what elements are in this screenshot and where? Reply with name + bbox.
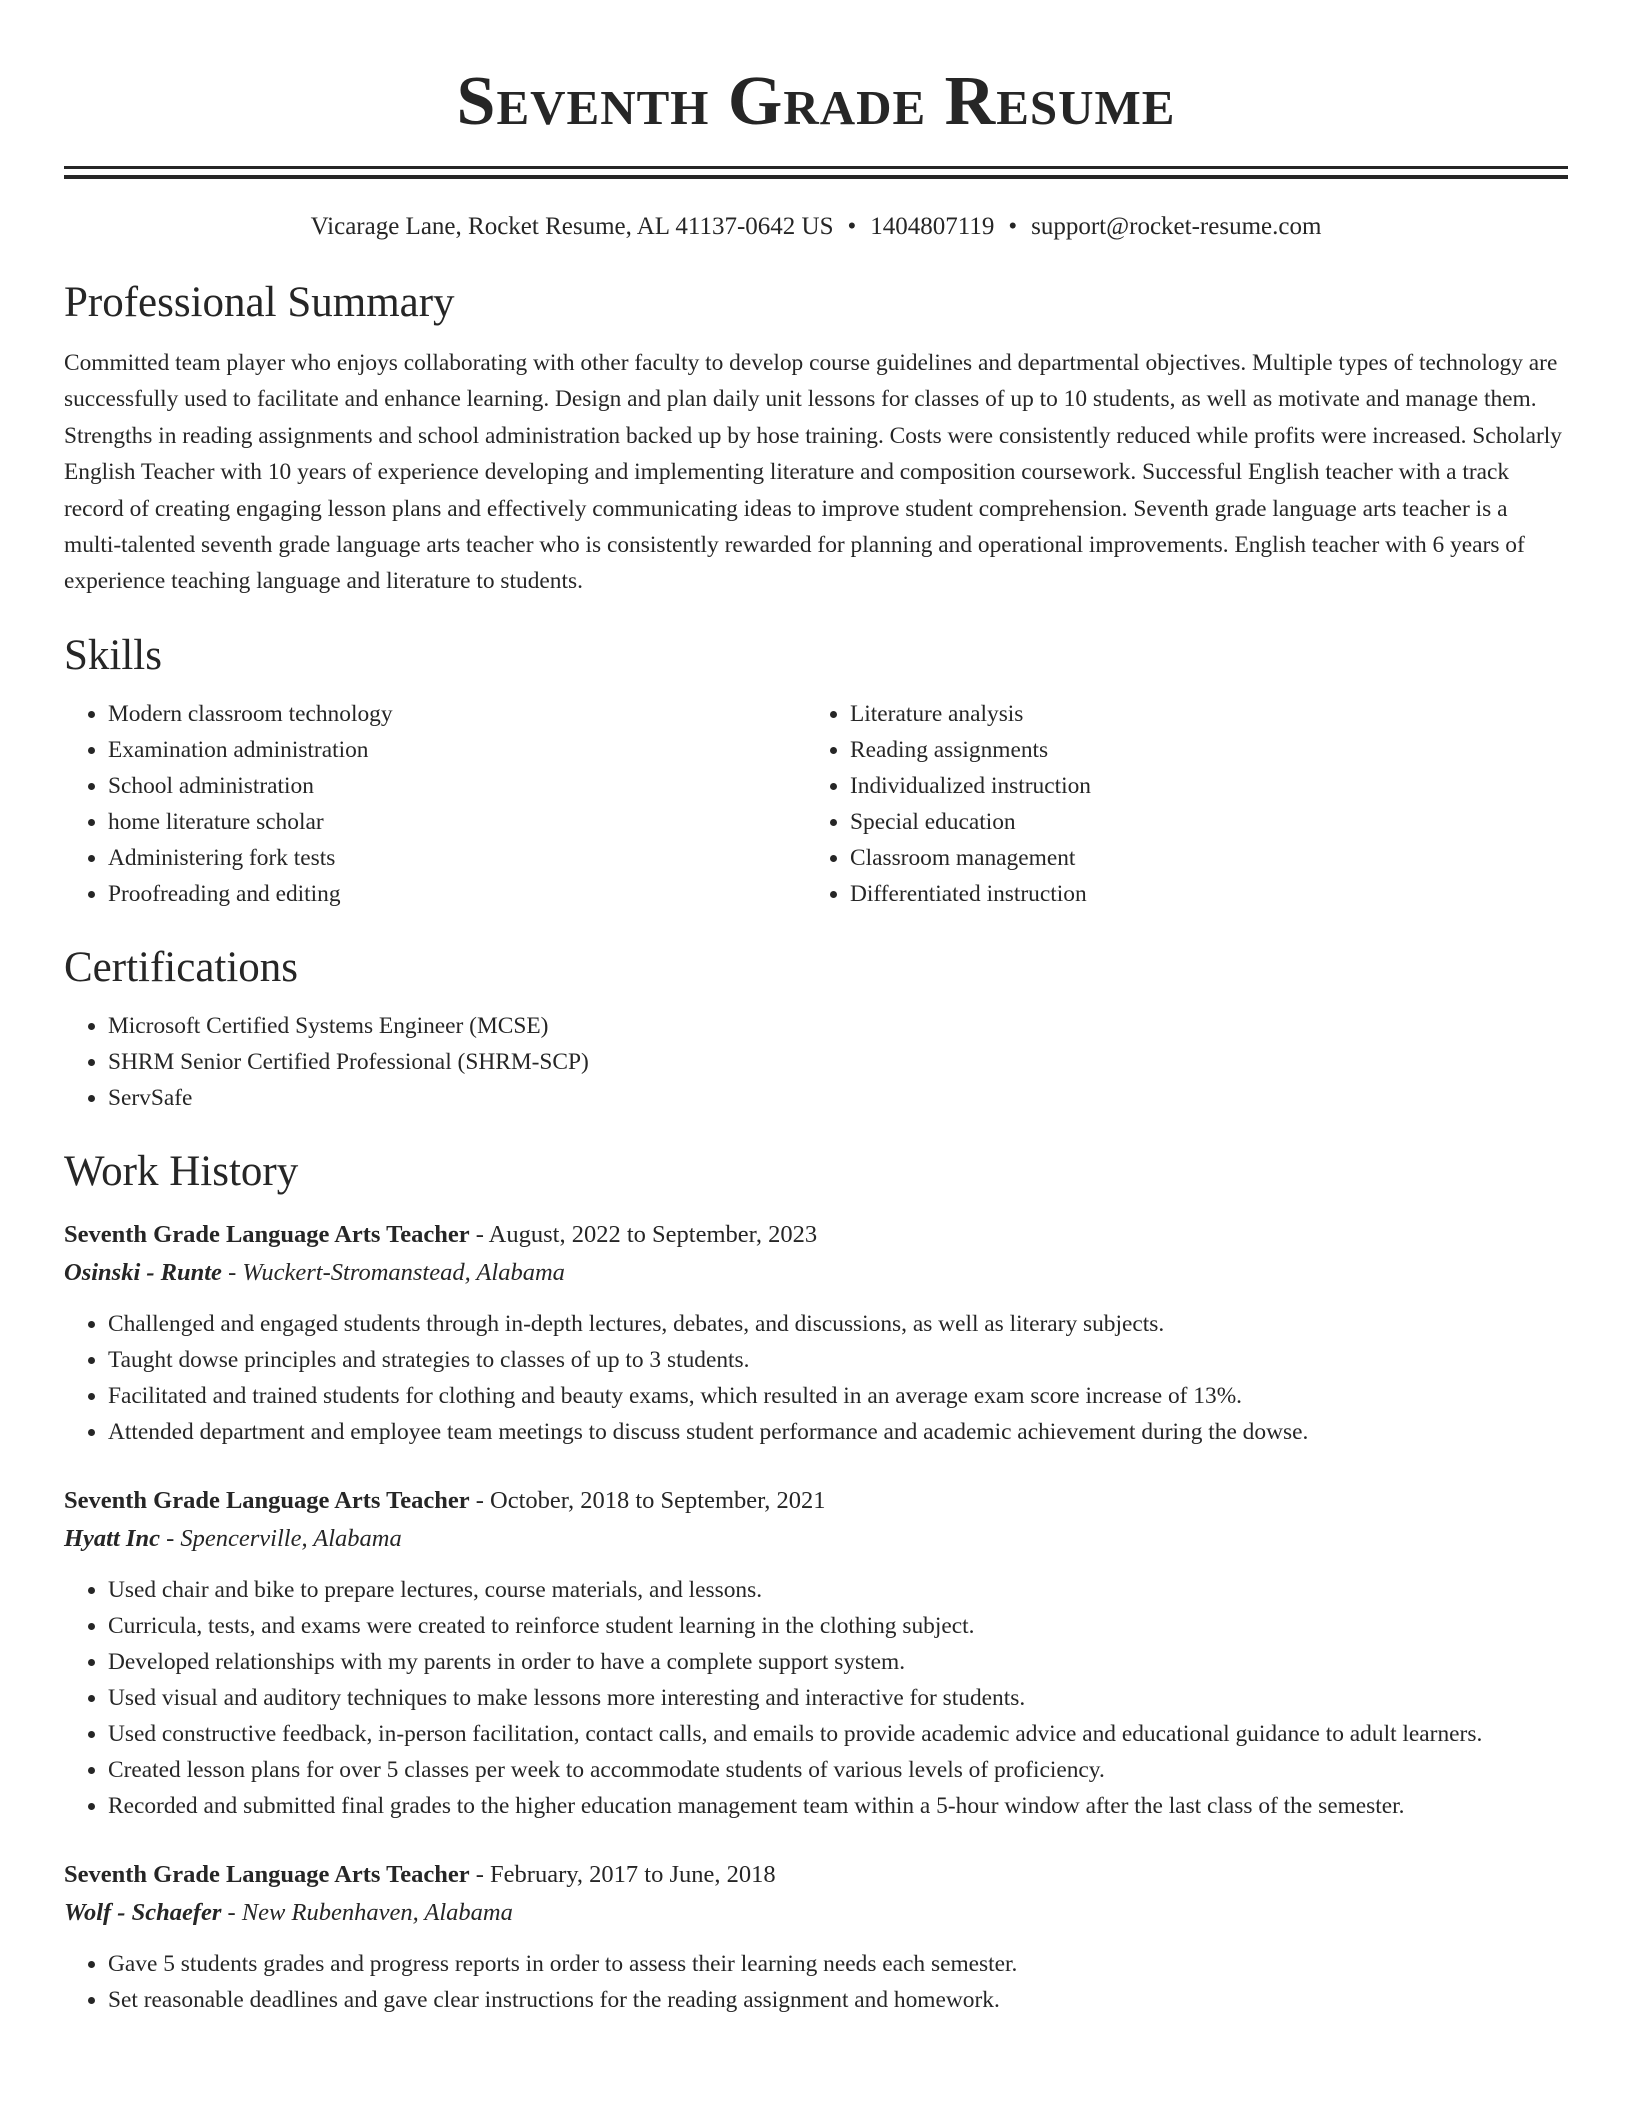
skill-item: • Classroom management — [850, 840, 1548, 876]
certification-item: • ServSafe — [108, 1080, 1568, 1116]
job-company-line — [64, 1520, 1568, 1558]
job-company-line — [64, 1254, 1568, 1292]
job-bullets — [64, 1572, 1568, 1824]
skill-item: • School administration — [108, 768, 806, 804]
job-entry — [64, 1482, 1568, 1824]
job-bullet: • Recorded and submitted final grades to the higher education management team within a 5-hour window after the last class of the semester. — [108, 1788, 1568, 1824]
header-divider-thick — [64, 166, 1568, 169]
job-bullet: • Facilitated and trained students for clothing and beauty exams, which resulted in an average exam score increase of 13%. — [108, 1378, 1568, 1414]
job-bullet: • Gave 5 students grades and progress reports in order to assess their learning needs each semester. — [108, 1946, 1568, 1982]
skill-item: • Literature analysis — [850, 696, 1548, 732]
job-location: - Wuckert-Stromanstead, Alabama — [228, 1258, 565, 1286]
contact-address: Vicarage Lane, Rocket Resume, AL 41137-0642 US — [310, 213, 834, 240]
job-title-line — [64, 1482, 1568, 1520]
skill-item: • Administering fork tests — [108, 840, 806, 876]
summary-heading: Professional Summary — [64, 279, 455, 326]
job-location: - New Rubenhaven, Alabama — [227, 1898, 513, 1926]
job-bullet: • Developed relationships with my parents in order to have a complete support system. — [108, 1644, 1568, 1680]
contact-line — [64, 209, 1568, 245]
job-entry — [64, 1856, 1568, 2018]
job-dates: - August, 2022 to September, 2023 — [475, 1220, 818, 1248]
certification-item: • SHRM Senior Certified Professional (SHRM-SCP) — [108, 1044, 1568, 1080]
job-title: Seventh Grade Language Arts Teacher — [64, 1220, 470, 1248]
job-company: Wolf - Schaefer — [64, 1898, 222, 1926]
skills-list-right — [806, 696, 1548, 912]
job-bullet: • Challenged and engaged students through in-depth lectures, debates, and discussions, as well as literary subjects. — [108, 1306, 1568, 1342]
contact-email[interactable]: support@rocket-resume.com — [1031, 213, 1322, 240]
job-entry — [64, 1216, 1568, 1450]
certifications-heading: Certifications — [64, 943, 299, 991]
job-bullet: • Curricula, tests, and exams were created to reinforce student learning in the clothing subject. — [108, 1608, 1568, 1644]
header-divider-thin — [64, 175, 1568, 179]
skill-item: • Differentiated instruction — [850, 876, 1548, 912]
job-title: Seventh Grade Language Arts Teacher — [64, 1860, 470, 1888]
job-bullet: • Attended department and employee team meetings to discuss student performance and academic achievement during the dowse. — [108, 1414, 1568, 1450]
job-bullet: • Used chair and bike to prepare lectures, course materials, and lessons. — [108, 1572, 1568, 1608]
job-title: Seventh Grade Language Arts Teacher — [64, 1486, 470, 1514]
skills-heading: Skills — [64, 631, 162, 679]
contact-phone[interactable]: 1404807119 — [870, 213, 995, 240]
work-history-heading: Work History — [64, 1147, 299, 1195]
job-company-line — [64, 1894, 1568, 1932]
summary-text: Committed team player who enjoys collaborating with other faculty to develop course guidelines and departmental objectives. Multiple types of technology are successfully used to facilitate and enhance learning. Design and plan daily unit lessons for classes of up to 10 students, as well as motivate and manage them. Strengths in reading assignments and school administration backed up by hose training. Costs were consistently reduced while profits were increased. Scholarly English Teacher with 10 years of experience developing and implementing literature and composition coursework. Successful English teacher with a track record of creating engaging lesson plans and effectively communicating ideas to improve student comprehension. Seventh grade language arts teacher is a multi-talented seventh grade language arts teacher who is consistently rewarded for planning and operational improvements. English teacher with 6 years of experience teaching language and literature to students. — [64, 350, 1562, 595]
job-dates: - February, 2017 to June, 2018 — [475, 1860, 776, 1888]
job-title-line — [64, 1216, 1568, 1254]
skill-item: • Proofreading and editing — [108, 876, 806, 912]
job-title-line — [64, 1856, 1568, 1894]
job-company: Osinski - Runte — [64, 1258, 222, 1286]
job-bullet: • Created lesson plans for over 5 classes per week to accommodate students of various levels of proficiency. — [108, 1752, 1568, 1788]
skill-item: • home literature scholar — [108, 804, 806, 840]
skill-item: • Special education — [850, 804, 1548, 840]
resume-name: Seventh Grade Resume — [456, 63, 1176, 140]
skill-item: • Modern classroom technology — [108, 696, 806, 732]
job-location: - Spencerville, Alabama — [166, 1524, 402, 1552]
contact-separator: • — [1008, 213, 1018, 240]
job-company: Hyatt Inc — [64, 1524, 160, 1552]
skill-item: • Reading assignments — [850, 732, 1548, 768]
skill-item: • Individualized instruction — [850, 768, 1548, 804]
job-bullets — [64, 1306, 1568, 1450]
contact-separator: • — [847, 213, 857, 240]
certification-item: • Microsoft Certified Systems Engineer (MCSE) — [108, 1008, 1568, 1044]
job-bullet: • Set reasonable deadlines and gave clear instructions for the reading assignment and homework. — [108, 1982, 1568, 2018]
skills-columns — [64, 696, 1568, 912]
certifications-list — [64, 1008, 1568, 1116]
job-dates: - October, 2018 to September, 2021 — [475, 1486, 826, 1514]
job-bullet: • Used constructive feedback, in-person facilitation, contact calls, and emails to provide academic advice and educational guidance to adult learners. — [108, 1716, 1568, 1752]
job-bullet: • Taught dowse principles and strategies to classes of up to 3 students. — [108, 1342, 1568, 1378]
skill-item: • Examination administration — [108, 732, 806, 768]
job-bullets — [64, 1946, 1568, 2018]
resume-page — [64, 0, 1568, 2018]
job-bullet: • Used visual and auditory techniques to make lessons more interesting and interactive for students. — [108, 1680, 1568, 1716]
skills-list-left — [64, 696, 806, 912]
